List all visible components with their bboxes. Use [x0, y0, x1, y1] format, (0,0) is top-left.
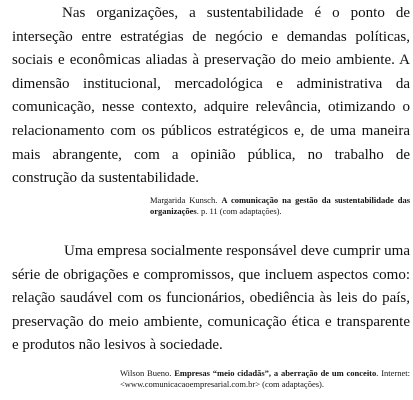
citation-2: [12, 368, 410, 390]
citation-1-title: A comunicação na gestão da sustentabilidade das organizações: [150, 195, 411, 216]
citation-1-rest: . p. 11 (com adaptações).: [196, 206, 282, 216]
paragraph-2: Uma empresa socialmente responsável deve cumprir uma série de obrigações e compromissos, que incluem aspectos como: relação saudável com os funcionários, obediência às leis do país, preservação do meio ambiente, comunicação ética e transparente e produtos não lesivos à sociedade.: [12, 243, 410, 354]
citation-2-author: Wilson Bueno.: [120, 368, 172, 378]
paragraph-1: Nas organizações, a sustentabilidade é o ponto de interseção entre estratégias de negócio e demandas políticas, sociais e econômicas aliadas à preservação do meio ambiente. A dimensão institucional, mercadológica e administrativa da comunicação, nesse contexto, adquire relevância, otimizando o relacionamento com os públicos estratégicos e, de uma maneira mais abrangente, com a opinião pública, no trabalho de construção da sustentabilidade.: [12, 5, 410, 187]
citation-2-title: Empresas “meio cidadãs”, a aberração de um conceito: [174, 368, 377, 378]
citation-1-author: Margarida Kunsch.: [150, 195, 218, 205]
citation-1: [150, 195, 410, 217]
citation-2-rest: . Internet: <www.comunicacaoempresarial.com.br> (com adaptações).: [120, 368, 411, 389]
